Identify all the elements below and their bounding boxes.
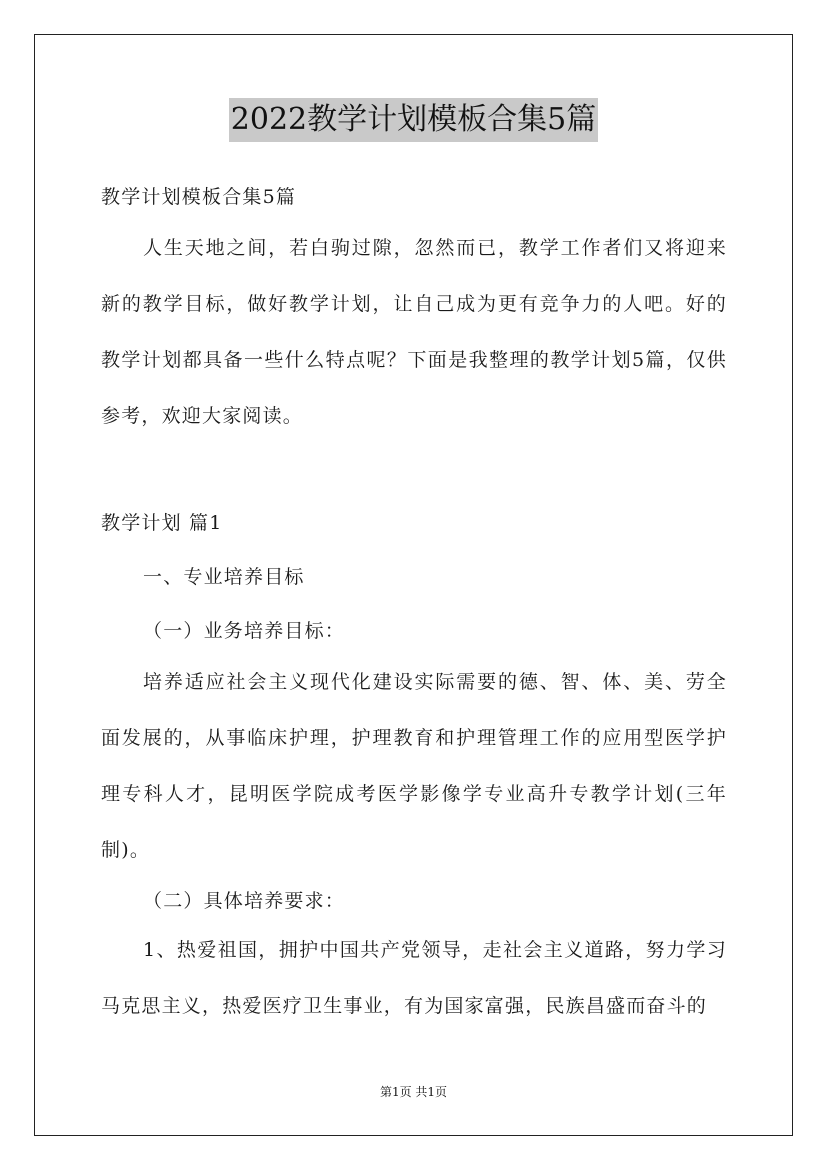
intro-paragraph: 人生天地之间，若白驹过隙，忽然而已，教学工作者们又将迎来新的教学目标，做好教学计划，让自己成为更有竞争力的人吧。好的教学计划都具备一些什么特点呢？下面是我整理的教学计划5篇，仅供参考，欢迎大家阅读。 bbox=[101, 237, 727, 427]
heading-professional-goals: 一、专业培养目标 bbox=[143, 566, 305, 588]
section-heading: 教学计划 篇1 bbox=[101, 512, 223, 534]
document-title: 2022教学计划模板合集5篇 bbox=[229, 98, 598, 142]
heading-business-goals: （一）业务培养目标： bbox=[143, 620, 346, 642]
training-goals-paragraph: 培养适应社会主义现代化建设实际需要的德、智、体、美、劳全面发展的，从事临床护理，护理教育和护理管理工作的应用型医学护理专科人才，昆明医学院成考医学影像学专业高升专教学计划(三年制)。 bbox=[101, 671, 727, 861]
title-container bbox=[0, 98, 827, 142]
document-subtitle: 教学计划模板合集5篇 bbox=[101, 186, 297, 208]
page-footer: 第1页 共1页 bbox=[379, 1085, 448, 1099]
requirements-paragraph: 1、热爱祖国，拥护中国共产党领导，走社会主义道路，努力学习马克思主义，热爱医疗卫生事业，有为国家富强，民族昌盛而奋斗的 bbox=[101, 939, 727, 1017]
heading-specific-requirements: （二）具体培养要求： bbox=[143, 890, 346, 912]
